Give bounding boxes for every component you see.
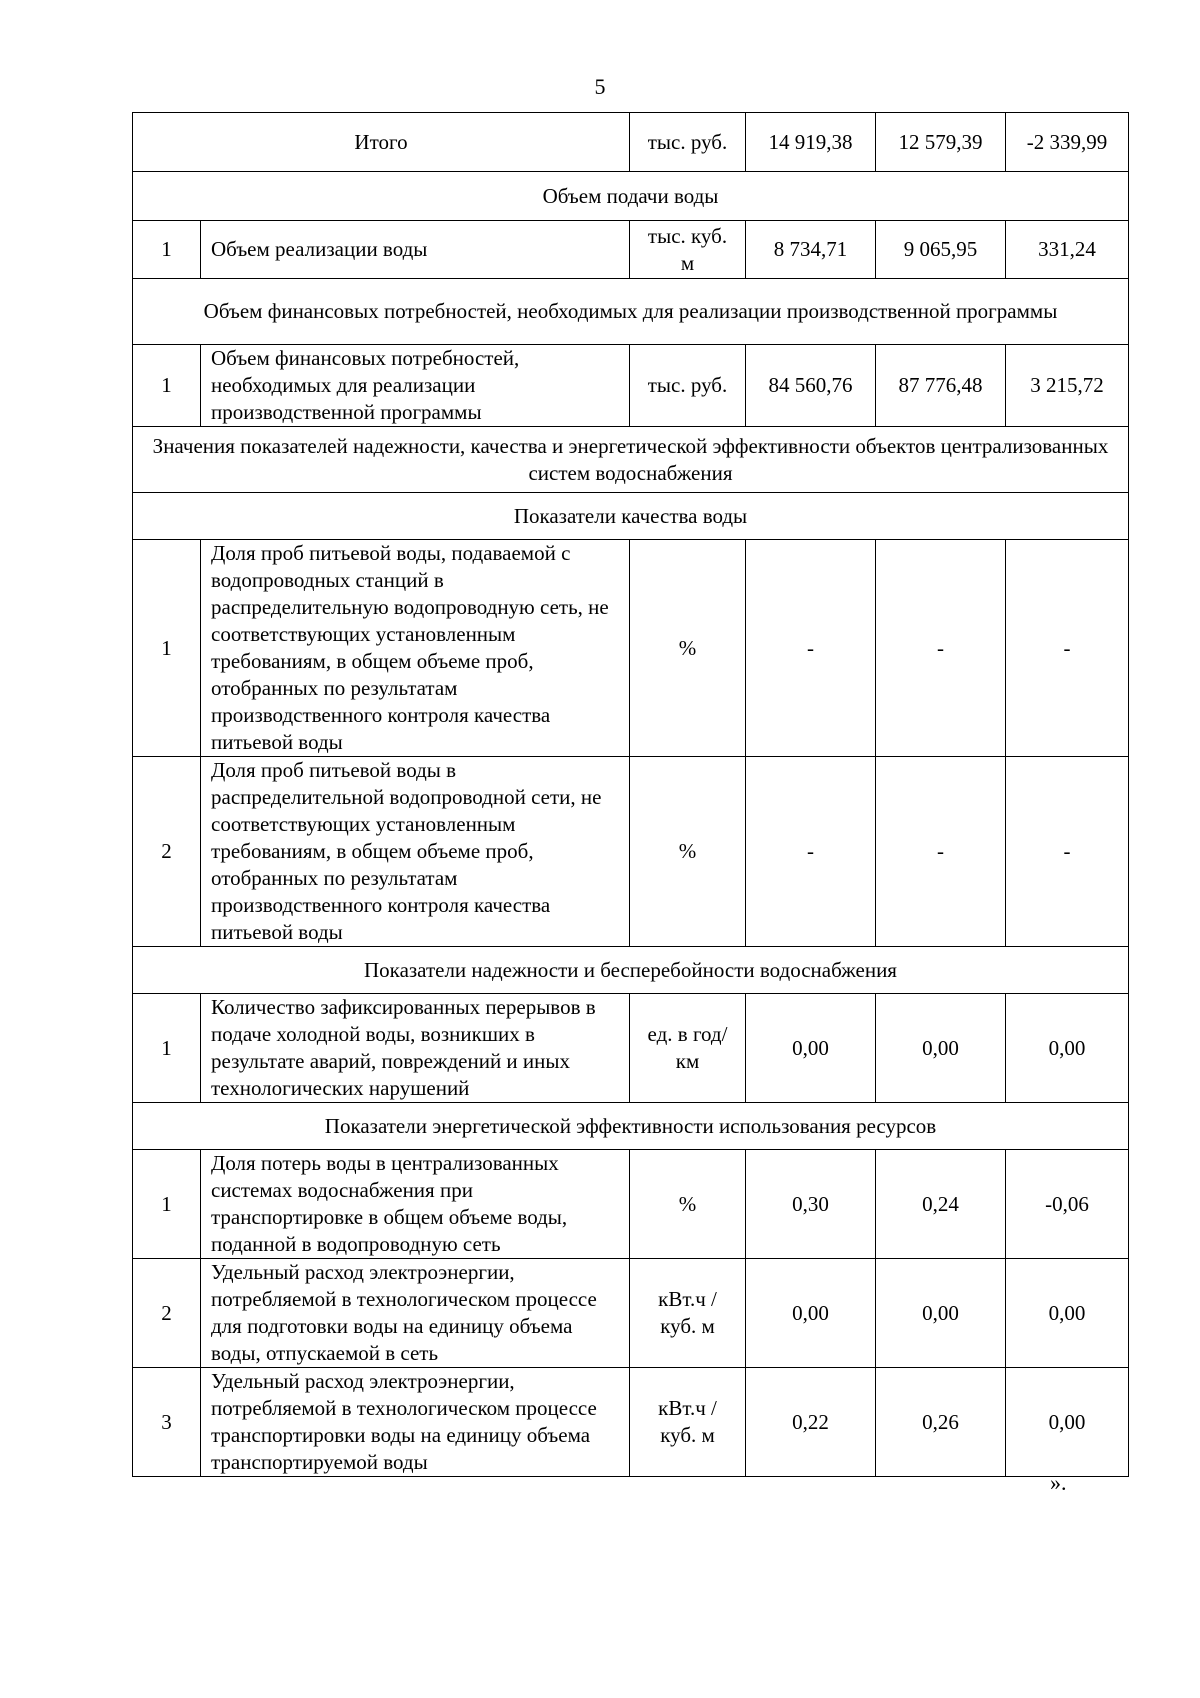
section-indicators: Значения показателей надежности, качества и энергетической эффективности объектов централизованных систем водоснабжения	[133, 427, 1129, 493]
row-name: Удельный расход электроэнергии, потребляемой в технологическом процессе транспортировки воды на единицу объема транспортируемой воды	[201, 1368, 630, 1477]
section-energy: Показатели энергетической эффективности использования ресурсов	[133, 1103, 1129, 1150]
row-unit: %	[630, 540, 746, 757]
row-value-2: 87 776,48	[876, 345, 1006, 427]
row-value-2: 0,26	[876, 1368, 1006, 1477]
section-row	[133, 427, 1129, 493]
row-value-3: 0,00	[1006, 994, 1129, 1103]
table-row	[133, 540, 1129, 757]
row-value-2: 9 065,95	[876, 221, 1006, 279]
section-reliability: Показатели надежности и бесперебойности водоснабжения	[133, 947, 1129, 994]
row-value-1: 84 560,76	[746, 345, 876, 427]
row-unit: кВт.ч / куб. м	[630, 1368, 746, 1477]
row-number: 1	[133, 221, 201, 279]
row-value-1: 0,30	[746, 1150, 876, 1259]
row-value-2: 0,00	[876, 994, 1006, 1103]
total-unit: тыс. руб.	[630, 113, 746, 172]
row-value-3: -0,06	[1006, 1150, 1129, 1259]
section-row	[133, 279, 1129, 345]
page-number: 5	[594, 74, 606, 99]
row-value-3: 0,00	[1006, 1259, 1129, 1368]
row-name: Доля проб питьевой воды, подаваемой с водопроводных станций в распределительную водопроводную сеть, не соответствующих установленным требованиям, в общем объеме проб, отобранных по результатам производственного контроля качества питьевой воды	[201, 540, 630, 757]
closing-quote-mark: ».	[1050, 1470, 1067, 1495]
row-value-1: 0,22	[746, 1368, 876, 1477]
row-value-2: 0,24	[876, 1150, 1006, 1259]
row-name: Доля проб питьевой воды в распределительной водопроводной сети, не соответствующих установленным требованиям, в общем объеме проб, отобранных по результатам производственного контроля качества питьевой воды	[201, 757, 630, 947]
row-unit: ед. в год/ км	[630, 994, 746, 1103]
row-value-3: -	[1006, 540, 1129, 757]
row-unit: %	[630, 1150, 746, 1259]
row-name: Объем финансовых потребностей, необходимых для реализации производственной программы	[201, 345, 630, 427]
row-value-1: 0,00	[746, 994, 876, 1103]
row-value-2: -	[876, 757, 1006, 947]
row-number: 1	[133, 994, 201, 1103]
section-quality: Показатели качества воды	[133, 493, 1129, 540]
total-label: Итого	[133, 113, 630, 172]
section-row	[133, 947, 1129, 994]
table-row	[133, 345, 1129, 427]
section-finance: Объем финансовых потребностей, необходимых для реализации производственной программы	[133, 279, 1129, 345]
total-row	[133, 113, 1129, 172]
section-supply: Объем подачи воды	[133, 172, 1129, 221]
row-value-2: 0,00	[876, 1259, 1006, 1368]
row-name: Количество зафиксированных перерывов в подаче холодной воды, возникших в результате аварий, повреждений и иных технологических нарушений	[201, 994, 630, 1103]
row-value-3: 3 215,72	[1006, 345, 1129, 427]
table-row	[133, 994, 1129, 1103]
row-value-1: 8 734,71	[746, 221, 876, 279]
table-row	[133, 221, 1129, 279]
row-value-1: -	[746, 757, 876, 947]
row-name: Доля потерь воды в централизованных системах водоснабжения при транспортировке в общем объеме воды, поданной в водопроводную сеть	[201, 1150, 630, 1259]
section-row	[133, 172, 1129, 221]
row-number: 1	[133, 1150, 201, 1259]
row-unit: тыс. куб. м	[630, 221, 746, 279]
section-row	[133, 493, 1129, 540]
row-number: 1	[133, 540, 201, 757]
table-row	[133, 1259, 1129, 1368]
table-row	[133, 1368, 1129, 1477]
table-row	[133, 1150, 1129, 1259]
row-number: 2	[133, 757, 201, 947]
row-value-3: 0,00	[1006, 1368, 1129, 1477]
section-row	[133, 1103, 1129, 1150]
row-value-1: 0,00	[746, 1259, 876, 1368]
row-value-3: -	[1006, 757, 1129, 947]
row-number: 1	[133, 345, 201, 427]
total-value-1: 14 919,38	[746, 113, 876, 172]
row-unit: тыс. руб.	[630, 345, 746, 427]
total-value-3: -2 339,99	[1006, 113, 1129, 172]
row-unit: %	[630, 757, 746, 947]
indicator-table	[132, 112, 1129, 1477]
row-value-1: -	[746, 540, 876, 757]
total-value-2: 12 579,39	[876, 113, 1006, 172]
row-value-2: -	[876, 540, 1006, 757]
row-name: Объем реализации воды	[201, 221, 630, 279]
row-number: 2	[133, 1259, 201, 1368]
row-number: 3	[133, 1368, 201, 1477]
table-row	[133, 757, 1129, 947]
row-value-3: 331,24	[1006, 221, 1129, 279]
row-unit: кВт.ч / куб. м	[630, 1259, 746, 1368]
row-name: Удельный расход электроэнергии, потребляемой в технологическом процессе для подготовки воды на единицу объема воды, отпускаемой в сеть	[201, 1259, 630, 1368]
